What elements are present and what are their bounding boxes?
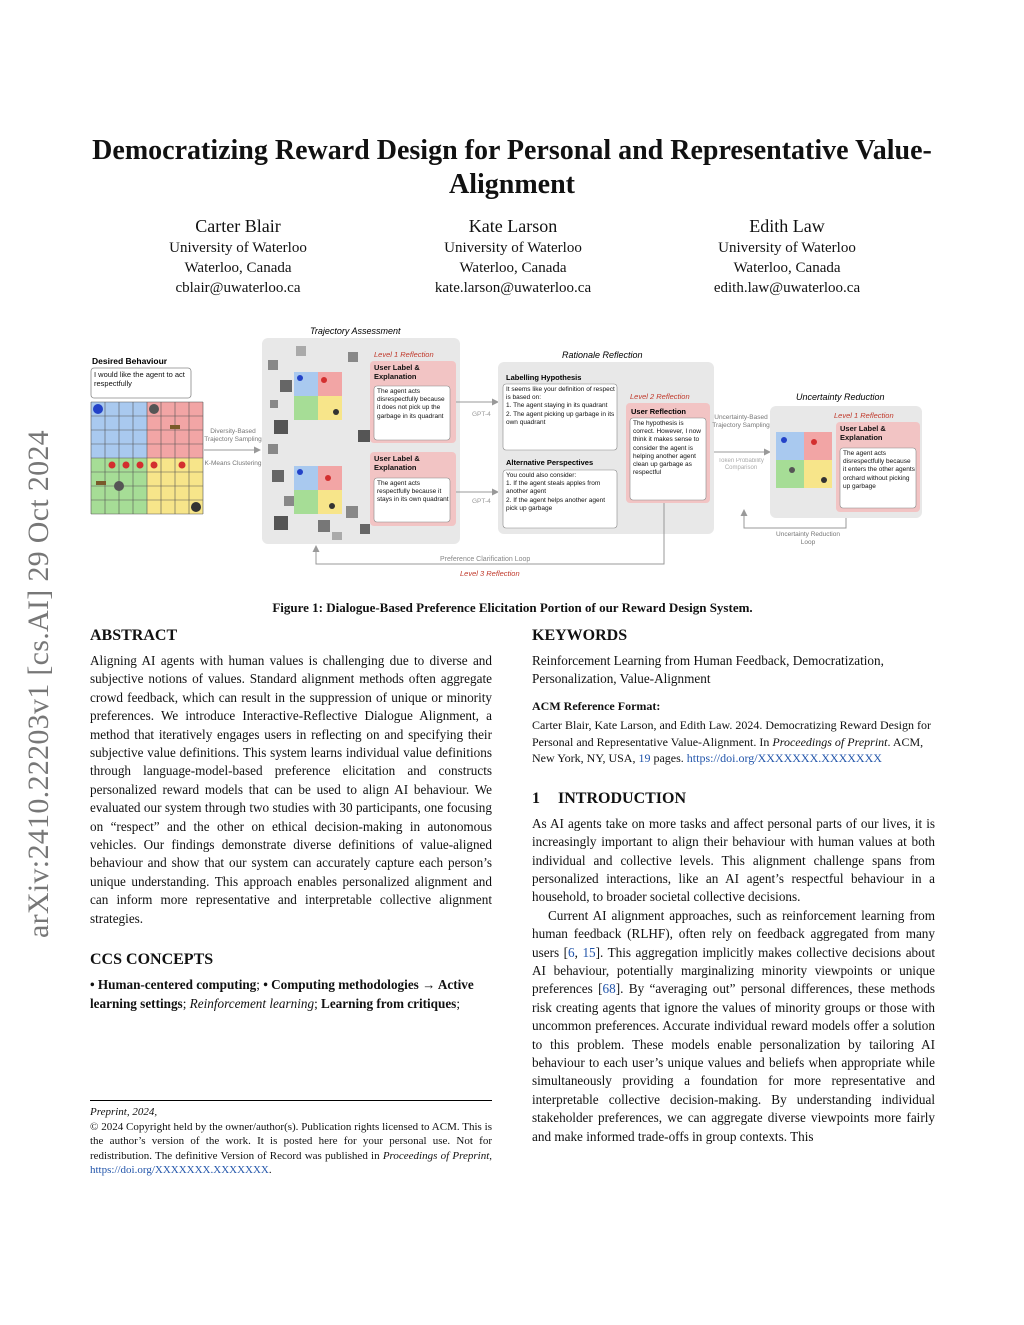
gpt4-label: GPT-4	[472, 498, 491, 505]
ccs-separator: ;	[456, 995, 460, 1011]
rationale-reflection-label: Rationale Reflection	[562, 350, 643, 360]
footnote-end: .	[268, 1164, 272, 1176]
preprint-note: Preprint, 2024,	[90, 1106, 158, 1118]
user-label-heading: User Label & Explanation	[840, 424, 886, 442]
author-block	[398, 214, 628, 298]
preference-loop-label: Preference Clarification Loop	[440, 556, 531, 563]
author-location: Waterloo, Canada	[733, 260, 841, 276]
left-column	[90, 626, 492, 1013]
venue-text: Proceedings of Preprint	[382, 1149, 490, 1162]
diversity-sampling-label: Diversity-Based Trajectory Sampling	[204, 428, 262, 443]
alt-item: 2. If the agent helps another agent pick up garbage	[506, 496, 606, 512]
citation-link[interactable]: 68	[602, 981, 616, 997]
author-block	[672, 214, 902, 298]
intro-heading	[532, 789, 935, 809]
citation-link[interactable]: 15	[582, 944, 596, 960]
trajectory-assessment-label: Trajectory Assessment	[310, 326, 401, 336]
ccs-term: Learning from critiques	[321, 995, 457, 1011]
author-affiliation: University of Waterloo	[444, 240, 582, 256]
intro-paragraph	[532, 907, 935, 1146]
intro-paragraph: As AI agents take on more tasks and affect personal parts of our lives, it is increasingly important to align their behaviour with human values at both individual and collective levels. This alignment challenge spans from personalized interactions, like an AI agent’s respectful behaviour in a household, to broader societal collective decisions.	[532, 815, 935, 905]
desired-behaviour-label: Desired Behaviour	[92, 356, 168, 366]
level2-reflection-label: Level 2 Reflection	[630, 392, 690, 401]
user-label-text: The agent acts respectfully because it stays in its own quadrant	[377, 480, 449, 504]
acm-ref-venue: Proceedings of Preprint	[772, 734, 888, 749]
trajectory-grid	[294, 372, 342, 420]
intro-text: ]. This aggregation implicitly makes collective decisions about AI behaviour, potentially marginalizing minority viewpoints or unique preferences [	[532, 944, 936, 997]
hypothesis-item: 2. The agent picking up garbage in its own quadrant	[506, 410, 615, 426]
footnote-rule	[90, 1100, 492, 1101]
user-label-text: The agent acts disrespectfully because it does not pick up the garbage in its quadrant	[377, 388, 445, 420]
hypothesis-intro: It seems like your definition of respect is based on:	[506, 386, 615, 402]
author-location: Waterloo, Canada	[459, 260, 567, 276]
footnote-separator: ,	[489, 1149, 492, 1162]
ccs-term: • Human-centered computing	[90, 977, 257, 993]
author-name: Kate Larson	[468, 216, 558, 236]
uncertainty-reduction-label: Uncertainty Reduction	[796, 392, 885, 402]
author-email[interactable]: cblair@uwaterloo.ca	[175, 280, 301, 296]
keywords-text: Reinforcement Learning from Human Feedback, Democratization, Personalization, Value-Alignment	[532, 653, 884, 687]
intro-text: Current AI alignment approaches, such as reinforcement learning from human feedback (RLHF), often rely on feedback aggregated from many users [	[532, 907, 935, 960]
token-probability-label: Token Probability Comparison	[718, 458, 764, 471]
author-block	[123, 214, 353, 298]
citation-link[interactable]: 6	[568, 944, 575, 960]
user-reflection-heading: User Reflection	[631, 407, 687, 416]
level1-reflection-label: Level 1 Reflection	[834, 411, 894, 420]
user-label-heading: User Label & Explanation	[374, 363, 420, 381]
acm-ref-text: . ACM, New York, NY, USA,	[532, 734, 924, 766]
level3-reflection-label: Level 3 Reflection	[460, 569, 520, 578]
abstract-text: Aligning AI agents with human values is challenging due to diverse and subjective notions of values. Standard alignment methods often aggregate crowd feedback, which can result in the suppression of unique or minority preferences. We introduce Interactive-Reflective Dialogue Alignment, a method that iteratively engages users in reflecting on and specifying their subjective value definitions. This system learns individual value definitions through language-model-based preference elicitation and constructs personalized reward models that can be used to align AI behaviour. We evaluated our system through two studies with 30 participants, one focusing on “respect” and the other on ethical decision-making in autonomous vehicles. Our findings demonstrate diverse definitions of value-aligned behaviour and show that our system can accurately capture each person’s unique understanding. This approach enables personalized alignment and can inform more representative and interpretable collective alignment strategies.	[90, 653, 492, 926]
author-name: Carter Blair	[195, 216, 281, 236]
alt-item: 1. If the agent steals apples from another agent	[506, 480, 601, 496]
figure-caption: Figure 1: Dialogue-Based Preference Elicitation Portion of our Reward Design System.	[272, 600, 753, 615]
ccs-heading: CCS CONCEPTS	[90, 951, 214, 969]
section-number: 1	[532, 789, 540, 807]
acm-reference	[532, 717, 935, 767]
gridworld	[91, 402, 203, 514]
author-email[interactable]: edith.law@uwaterloo.ca	[713, 280, 861, 296]
user-reflection-text: The hypothesis is correct. However, I now think it makes sense to consider the agent is helping another agent clean up garbage as respectful	[633, 420, 701, 477]
citation-separator: ,	[574, 944, 583, 960]
copyright-text: © 2024 Copyright held by the owner/author(s). Publication rights licensed to ACM. This is the author’s version of the work. It is posted here for your personal use. Not for redistribution. The definitive Version of Record was published in	[90, 1120, 492, 1162]
ccs-term: Reinforcement learning	[189, 995, 315, 1011]
alternative-perspectives-heading: Alternative Perspectives	[506, 458, 594, 467]
kmeans-label: K-Means Clustering	[204, 460, 262, 467]
section-title: INTRODUCTION	[558, 789, 687, 807]
uncertainty-loop-label: Uncertainty Reduction Loop	[776, 531, 840, 546]
author-location: Waterloo, Canada	[184, 260, 292, 276]
desired-quote: I would like the agent to act respectfully	[94, 370, 185, 388]
ccs-separator: ;	[256, 977, 264, 993]
gpt4-label: GPT-4	[472, 411, 491, 418]
ccs-concepts	[90, 976, 492, 1013]
ccs-term: • Computing methodologies → Active learning settings	[90, 977, 474, 1011]
paper-title: Democratizing Reward Design for Personal and Representative Value-Alignment	[92, 135, 932, 200]
abstract-heading: ABSTRACT	[90, 627, 178, 644]
author-email[interactable]: kate.larson@uwaterloo.ca	[434, 280, 592, 296]
acm-ref-pages-link[interactable]: 19	[638, 751, 651, 766]
ccs-separator: ;	[182, 995, 190, 1011]
user-label-text: The agent acts disrespectfully because it enters the other agents orchard without picking up garbage	[843, 450, 915, 490]
level1-reflection-label: Level 1 Reflection	[374, 350, 434, 359]
figure-1-diagram	[88, 320, 928, 582]
hypothesis-item: 1. The agent staying in its quadrant	[506, 402, 608, 410]
acm-ref-heading: ACM Reference Format:	[532, 698, 661, 713]
user-label-heading: User Label & Explanation	[374, 454, 420, 472]
uncertainty-grid	[776, 432, 832, 488]
keywords-heading: KEYWORDS	[532, 627, 628, 644]
acm-ref-text: pages.	[650, 751, 687, 766]
labelling-hypothesis-heading: Labelling Hypothesis	[506, 373, 582, 382]
author-affiliation: University of Waterloo	[169, 240, 307, 256]
acm-ref-doi-link[interactable]: https://doi.org/XXXXXXX.XXXXXXX	[686, 751, 882, 766]
doi-link[interactable]: https://doi.org/XXXXXXX.XXXXXXX	[90, 1164, 269, 1176]
alt-intro: You could also consider:	[506, 472, 577, 479]
uncertainty-sampling-label: Uncertainty-Based Trajectory Sampling	[712, 414, 770, 429]
acm-ref-text: Carter Blair, Kate Larson, and Edith Law. 2024. Democratizing Reward Design for Personal and Representative Value-Alignment. In	[532, 718, 931, 749]
arxiv-stamp: arXiv:2410.22203v1 [cs.AI] 29 Oct 2024	[22, 430, 55, 938]
trajectory-grid	[294, 466, 342, 514]
ccs-separator: ;	[314, 995, 322, 1011]
footnote	[90, 1105, 492, 1178]
author-name: Edith Law	[749, 216, 825, 236]
author-affiliation: University of Waterloo	[718, 240, 856, 256]
intro-text: ]. By “averaging out” personal differences, these methods risk creating agents that ignore the values of minority groups or those with uncommon preferences. Accurate individual reward models offer a solution to this problem. These models enable personalization by tailoring AI behaviour to each user’s unique values and beliefs when appropriate while simultaneously providing a foundation for more representative and interpretable collective decision-making. By understanding individual stakeholder preferences, we can aggregate diverse viewpoints more fairly and make informed trade-offs in group contexts. This	[532, 981, 936, 1144]
right-column	[532, 626, 935, 1146]
